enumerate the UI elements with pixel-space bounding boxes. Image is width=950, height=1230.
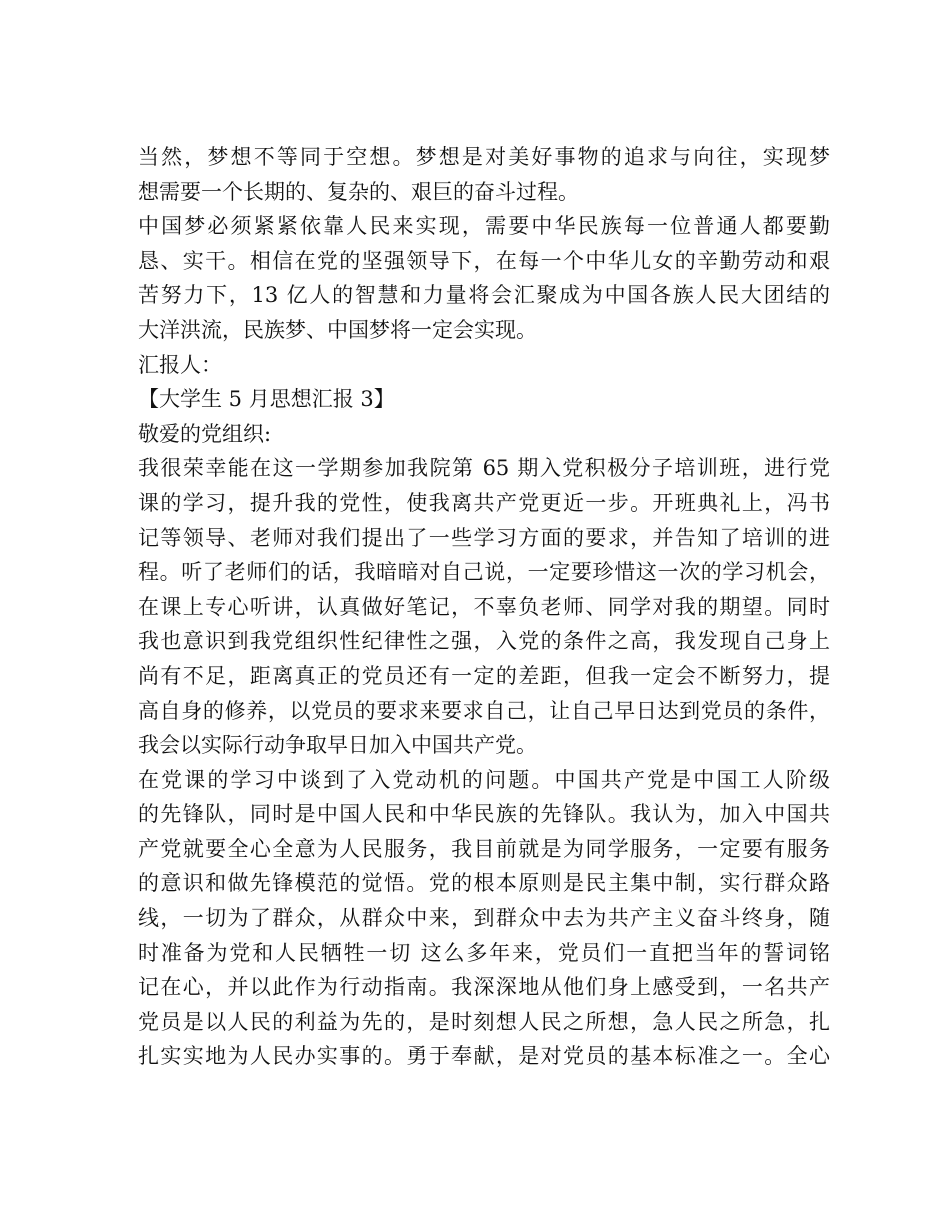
text-line: 产党就要全心全意为人民服务，我目前就是为同学服务，一定要有服务 <box>138 836 830 861</box>
text-line: 的意识和做先锋模范的觉悟。党的根本原则是民主集中制，实行群众路 <box>138 871 830 896</box>
text-line: 扎实实地为人民办实事的。勇于奉献，是对党员的基本标准之一。全心 <box>138 1044 830 1069</box>
text-line: 我会以实际行动争取早日加入中国共产党。 <box>138 733 537 758</box>
text-line: 尚有不足，距离真正的党员还有一定的差距，但我一定会不断努力，提 <box>138 663 830 688</box>
document-body <box>138 140 830 1074</box>
text-line: 恳、实干。相信在党的坚强领导下，在每一个中华儿女的辛勤劳动和艰 <box>138 248 830 273</box>
text-line: 中国梦必须紧紧依靠人民来实现，需要中华民族每一位普通人都要勤 <box>138 214 830 239</box>
text-line: 时准备为党和人民牺牲一切 这么多年来，党员们一直把当年的誓词铭 <box>138 940 830 965</box>
text-line: 我很荣幸能在这一学期参加我院第 65 期入党积极分子培训班，进行党 <box>138 456 830 481</box>
text-line: 我也意识到我党组织性纪律性之强，入党的条件之高，我发现自己身上 <box>138 629 830 654</box>
section-heading: 【大学生 5 月思想汇报 3】 <box>138 387 395 412</box>
text-line: 记等领导、老师对我们提出了一些学习方面的要求，并告知了培训的进 <box>138 525 830 550</box>
text-line: 课的学习，提升我的党性，使我离共产党更近一步。开班典礼上，冯书 <box>138 490 830 515</box>
text-line: 在课上专心听讲，认真做好笔记，不辜负老师、同学对我的期望。同时 <box>138 594 830 619</box>
text-line: 想需要一个长期的、复杂的、艰巨的奋斗过程。 <box>138 179 579 204</box>
text-line: 党员是以人民的利益为先的，是时刻想人民之所想，急人民之所急，扎 <box>138 1009 830 1034</box>
text-line: 大洋洪流，民族梦、中国梦将一定会实现。 <box>138 317 537 342</box>
text-line: 的先锋队，同时是中国人民和中华民族的先锋队。我认为，加入中国共 <box>138 802 830 827</box>
text-line: 程。听了老师们的话，我暗暗对自己说，一定要珍惜这一次的学习机会， <box>138 560 830 585</box>
salutation: 敬爱的党组织: <box>138 421 272 446</box>
text-line: 当然，梦想不等同于空想。梦想是对美好事物的追求与向往，实现梦 <box>138 145 830 169</box>
text-line: 线，一切为了群众，从群众中来，到群众中去为共产主义奋斗终身，随 <box>138 906 830 931</box>
text-line: 记在心，并以此作为行动指南。我深深地从他们身上感受到，一名共产 <box>138 975 830 1000</box>
text-line: 汇报人： <box>138 352 222 377</box>
text-line: 高自身的修养，以党员的要求来要求自己，让自己早日达到党员的条件， <box>138 698 830 723</box>
text-line: 在党课的学习中谈到了入党动机的问题。中国共产党是中国工人阶级 <box>138 767 830 792</box>
text-line: 苦努力下，13 亿人的智慧和力量将会汇聚成为中国各族人民大团结的 <box>138 283 830 308</box>
